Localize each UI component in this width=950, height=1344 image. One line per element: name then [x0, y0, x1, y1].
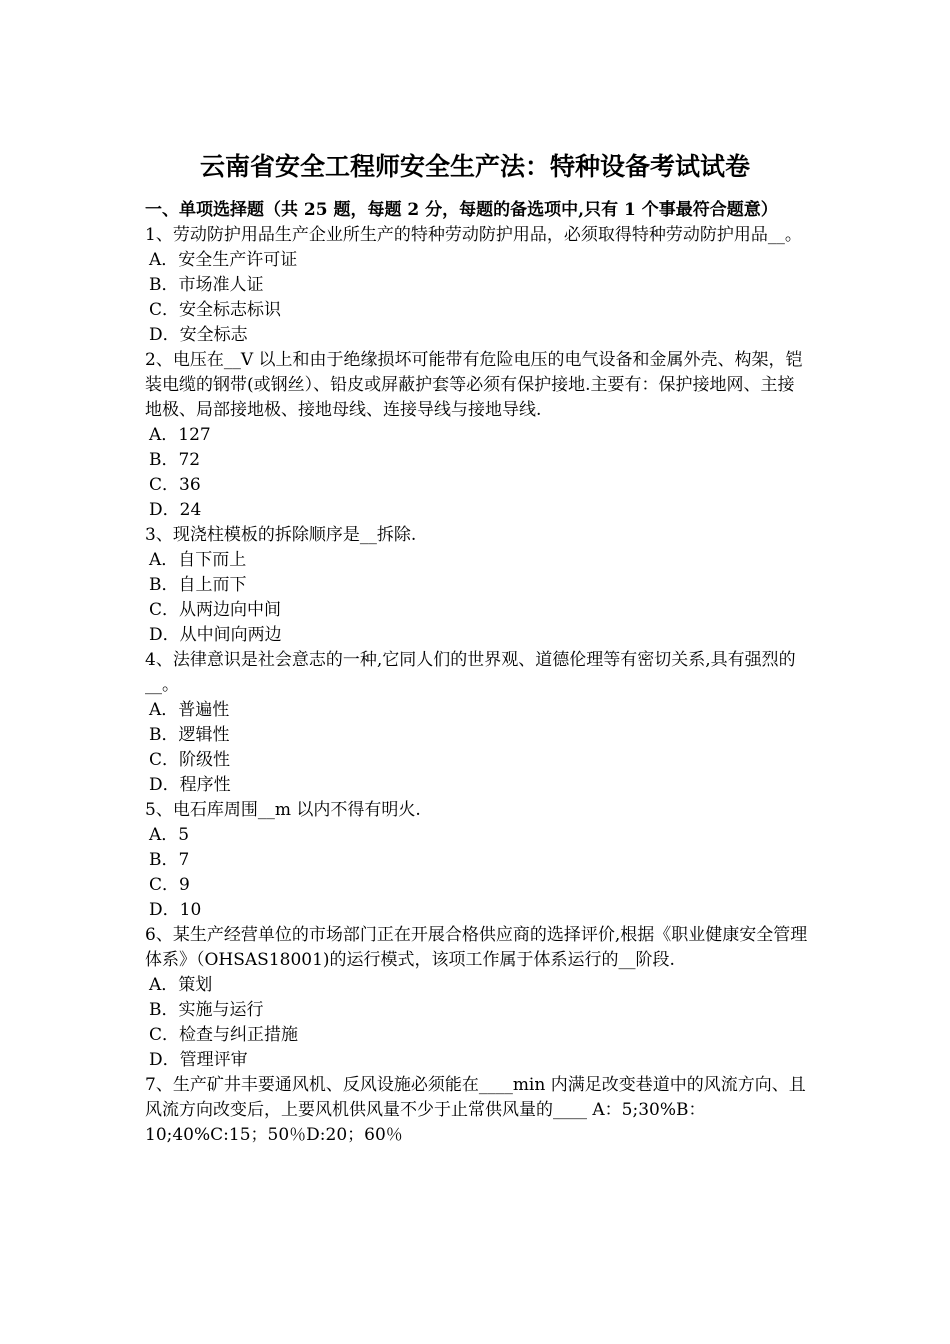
question-stem: 1、劳动防护用品生产企业所生产的特种劳动防护用品，必须取得特种劳动防护用品__。	[145, 225, 802, 245]
option-d: D．程序性	[149, 775, 231, 795]
option-d: D．管理评审	[149, 1050, 248, 1070]
option-c: C．检查与纠正措施	[149, 1025, 299, 1045]
question-6	[145, 923, 810, 1073]
question-2	[145, 348, 810, 523]
option-b: B．市场准人证	[149, 275, 264, 295]
question-stem: 4、法律意识是社会意志的一种,它同人们的世界观、道德伦理等有密切关系,具有强烈的__。	[145, 650, 796, 695]
option-a: A．普遍性	[149, 700, 230, 720]
option-c: C．9	[149, 875, 190, 895]
question-stem: 7、生产矿井丰要通风机、反风设施必须能在____min 内满足改变巷道中的风流方向、且风流方向改变后，上要风机供风量不少于止常供风量的____ A：5;30%B：10;40%C:15；50％D:20；60％	[145, 1075, 806, 1145]
question-5	[145, 798, 810, 923]
question-4	[145, 648, 810, 798]
page-title: 云南省安全工程师安全生产法：特种设备考试试卷	[199, 152, 750, 181]
question-stem: 2、电压在__V 以上和由于绝缘损坏可能带有危险电压的电气设备和金属外壳、构架，铠装电缆的钢带(或钢丝）、铅皮或屏蔽护套等必须有保护接地.主要有：保护接地网、主接地极、局部接地极、接地母线、连接导线与接地导线.	[145, 350, 803, 420]
question-1	[145, 223, 810, 348]
option-d: D．24	[149, 500, 202, 520]
option-a: A．安全生产许可证	[149, 250, 298, 270]
option-list	[145, 548, 810, 648]
option-d: D．安全标志	[149, 325, 248, 345]
option-list	[145, 423, 810, 523]
option-c: C．从两边向中间	[149, 600, 282, 620]
option-a: A．策划	[149, 975, 213, 995]
option-list	[145, 823, 810, 923]
question-7	[145, 1073, 810, 1148]
option-list	[145, 248, 810, 348]
section-heading: 一、单项选择题（共 25 题，每题 2 分，每题的备选项中,只有 1 个事最符合题意）	[145, 200, 778, 220]
option-c: C．36	[149, 475, 201, 495]
option-b: B．自上而下	[149, 575, 247, 595]
option-d: D．10	[149, 900, 202, 920]
question-stem: 5、电石库周围__m 以内不得有明火.	[145, 800, 421, 820]
exam-content	[145, 198, 810, 1148]
option-a: A．5	[149, 825, 190, 845]
option-c: C．安全标志标识	[149, 300, 282, 320]
option-a: A．自下而上	[149, 550, 247, 570]
option-list	[145, 698, 810, 798]
option-list	[145, 973, 810, 1073]
question-stem: 6、某生产经营单位的市场部门正在开展合格供应商的选择评价,根据《职业健康安全管理体系》（OHSAS18001)的运行模式，该项工作属于体系运行的__阶段.	[145, 925, 808, 970]
option-b: B．逻辑性	[149, 725, 230, 745]
option-b: B．7	[149, 850, 190, 870]
question-stem: 3、现浇柱模板的拆除顺序是__拆除.	[145, 525, 417, 545]
question-3	[145, 523, 810, 648]
option-b: B．实施与运行	[149, 1000, 264, 1020]
option-b: B．72	[149, 450, 201, 470]
option-c: C．阶级性	[149, 750, 231, 770]
option-a: A．127	[149, 425, 211, 445]
option-d: D．从中间向两边	[149, 625, 282, 645]
